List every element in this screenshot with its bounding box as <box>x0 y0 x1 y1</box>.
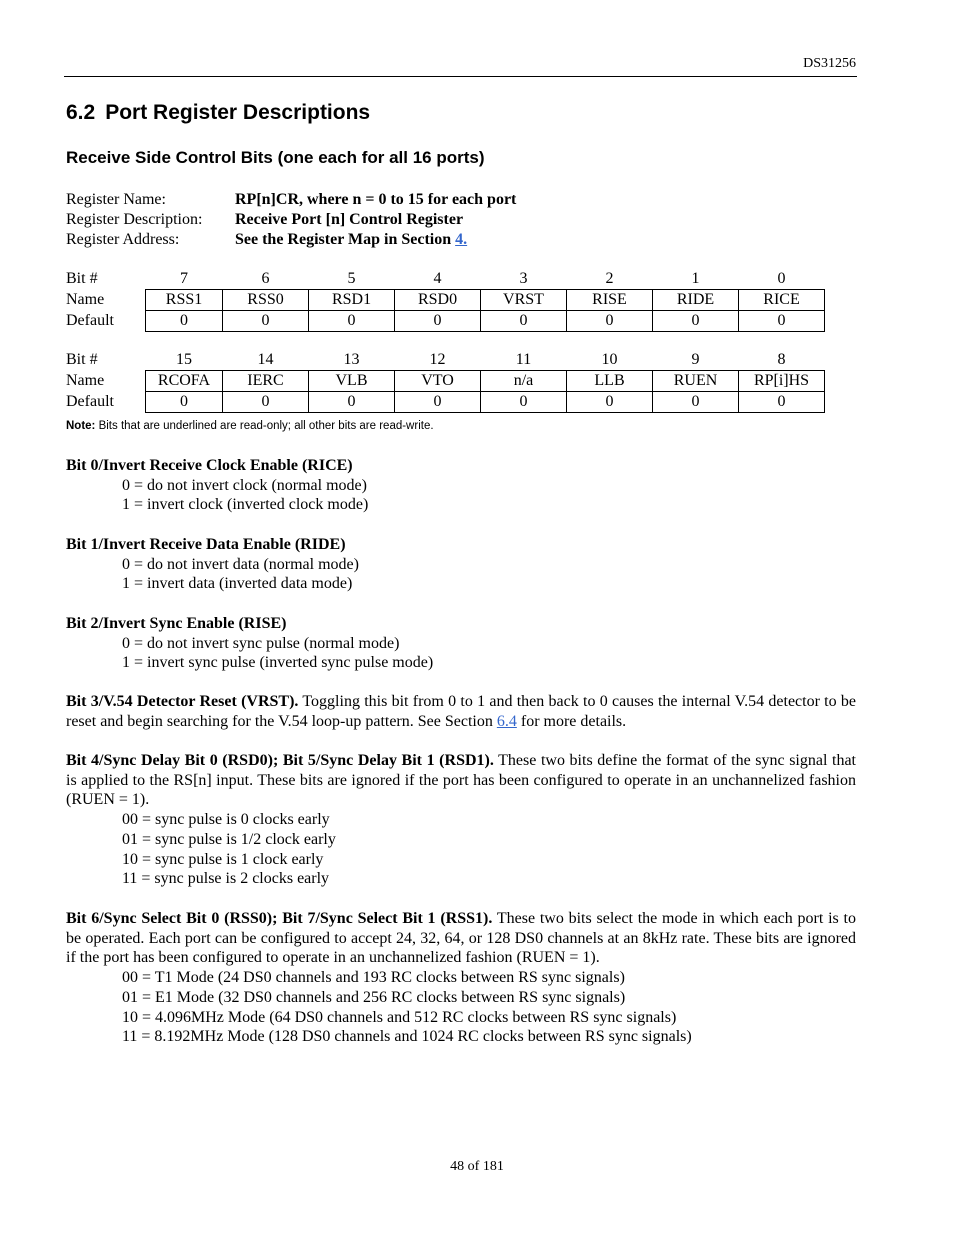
subsection-title: Receive Side Control Bits (one each for all 16 ports) <box>66 148 485 167</box>
document-id: DS31256 <box>803 56 856 71</box>
row-label-name: Name <box>66 372 105 389</box>
default-cell: 0 <box>395 392 481 413</box>
name-cell: RP[i]HS <box>739 371 825 392</box>
name-cell: RSS0 <box>223 290 309 311</box>
bit0-option-1: 1 = invert clock (inverted clock mode) <box>122 496 369 514</box>
bit-cell: 15 <box>176 351 192 368</box>
bit3-heading: Bit 3/V.54 Detector Reset (VRST). <box>66 693 299 710</box>
row-label-default: Default <box>66 312 114 329</box>
register-addr-text: See the Register Map in Section <box>235 231 456 248</box>
note-label: Note: <box>66 420 96 432</box>
bit3-description <box>66 692 856 731</box>
register-desc-label: Register Description: <box>66 211 203 228</box>
default-cell: 0 <box>653 392 739 413</box>
register-info <box>66 190 516 250</box>
bit45-option-10: 10 = sync pulse is 1 clock early <box>122 850 324 868</box>
default-cell: 0 <box>567 311 653 332</box>
name-cell: VRST <box>481 290 567 311</box>
default-cell: 0 <box>146 392 223 413</box>
header-divider <box>64 76 857 77</box>
bit-cell: 6 <box>261 270 270 287</box>
bit-number-row <box>66 350 825 371</box>
bit-cell: 5 <box>347 270 356 287</box>
bit-cell: 2 <box>605 270 614 287</box>
name-cell: n/a <box>481 371 567 392</box>
bit67-heading: Bit 6/Sync Select Bit 0 (RSS0); Bit 7/Sync Select Bit 1 (RSS1). <box>66 910 493 927</box>
bit3-text-after: for more details. <box>516 712 627 730</box>
default-row <box>66 311 825 332</box>
register-desc-row <box>66 210 516 230</box>
bit0-option-0: 0 = do not invert clock (normal mode) <box>122 476 367 494</box>
bit45-paragraph <box>66 751 856 810</box>
bit1-option-0: 0 = do not invert data (normal mode) <box>122 555 359 573</box>
default-row <box>66 392 825 413</box>
bit45-heading: Bit 4/Sync Delay Bit 0 (RSD0); Bit 5/Sync Delay Bit 1 (RSD1). <box>66 752 494 769</box>
default-cell: 0 <box>146 311 223 332</box>
name-cell: RICE <box>739 290 825 311</box>
bit-cell: 9 <box>691 351 700 368</box>
bit-cell: 4 <box>433 270 442 287</box>
default-cell: 0 <box>739 311 825 332</box>
bit-cell: 10 <box>601 351 618 368</box>
default-cell: 0 <box>223 311 309 332</box>
register-addr-label: Register Address: <box>66 231 180 248</box>
name-cell: RISE <box>567 290 653 311</box>
section-number: 6.2 <box>66 101 96 124</box>
name-cell: RSS1 <box>146 290 223 311</box>
bit-cell: 8 <box>777 351 786 368</box>
bit67-paragraph <box>66 909 856 968</box>
default-cell: 0 <box>481 311 567 332</box>
register-name-row <box>66 190 516 210</box>
register-addr-value <box>235 230 467 250</box>
bit-table-high <box>66 350 825 413</box>
name-cell: RSD0 <box>395 290 481 311</box>
bit2-option-1: 1 = invert sync pulse (inverted sync pulse mode) <box>122 654 434 672</box>
bit45-text: These two bits define the format of the sync signal that is applied to the RS[n] input. These bits are ignored if the port has been configured to operate in an unchannelized fashion (RUEN = 1). <box>66 752 857 809</box>
default-cell: 0 <box>309 392 395 413</box>
bit-cell: 13 <box>343 351 360 368</box>
name-cell: RUEN <box>653 371 739 392</box>
name-row <box>66 371 825 392</box>
default-cell: 0 <box>481 392 567 413</box>
register-name-label: Register Name: <box>66 191 166 208</box>
default-cell: 0 <box>567 392 653 413</box>
bit2-description <box>66 614 856 673</box>
section-6-4-link[interactable]: 6.4 <box>496 712 517 730</box>
name-cell: RIDE <box>653 290 739 311</box>
register-addr-row <box>66 230 516 250</box>
section-title-text: Port Register Descriptions <box>105 101 371 124</box>
bit2-heading: Bit 2/Invert Sync Enable (RISE) <box>66 615 287 632</box>
bit-cell: 0 <box>777 270 786 287</box>
note-text: Bits that are underlined are read-only; all other bits are read-write. <box>95 420 434 432</box>
row-label-bit: Bit # <box>66 351 98 369</box>
bit-cell: 14 <box>257 351 274 368</box>
bit-cell: 1 <box>691 270 700 287</box>
bit45-option-00: 00 = sync pulse is 0 clocks early <box>122 811 330 829</box>
bit-cell: 12 <box>429 351 446 368</box>
bit1-heading: Bit 1/Invert Receive Data Enable (RIDE) <box>66 536 346 553</box>
bit67-text: These two bits select the mode in which each port is to be operated. Each port can be configured to accept 24, 32, 64, or 128 DS0 channels at an 8kHz rate. These bits are ignored if the port has been configured to operate in an unchannelized fashion (RUEN = 1). <box>66 910 857 967</box>
row-label-default: Default <box>66 393 114 410</box>
name-cell: RSD1 <box>309 290 395 311</box>
bit-cell: 7 <box>180 270 188 287</box>
bit45-option-01: 01 = sync pulse is 1/2 clock early <box>122 830 336 848</box>
bit-cell: 11 <box>515 351 532 368</box>
bit2-option-0: 0 = do not invert sync pulse (normal mode) <box>122 634 400 652</box>
register-name-value: RP[n]CR, where n = 0 to 15 for each port <box>235 191 517 208</box>
bit3-text: Toggling this bit from 0 to 1 and then back to 0 causes the internal V.54 detector to be reset and begin searching for the V.54 loop-up pattern. See Section <box>66 693 856 730</box>
default-cell: 0 <box>309 311 395 332</box>
section-4-link[interactable]: 4. <box>455 231 468 248</box>
register-desc-value: Receive Port [n] Control Register <box>235 211 464 228</box>
bit0-description <box>66 456 856 515</box>
default-cell: 0 <box>739 392 825 413</box>
bit-number-row <box>66 269 825 290</box>
row-label-name: Name <box>66 291 105 308</box>
bit-cell: 3 <box>519 270 528 287</box>
default-cell: 0 <box>223 392 309 413</box>
bit-table-low <box>66 269 825 332</box>
default-cell: 0 <box>395 311 481 332</box>
bit67-option-01: 01 = E1 Mode (32 DS0 channels and 256 RC clocks between RS sync signals) <box>122 988 626 1006</box>
note <box>66 420 434 432</box>
bit67-option-11: 11 = 8.192MHz Mode (128 DS0 channels and 1024 RC clocks between RS sync signals) <box>122 1028 692 1046</box>
name-cell: LLB <box>567 371 653 392</box>
row-label-bit: Bit # <box>66 270 98 288</box>
section-title <box>66 101 370 125</box>
name-cell: IERC <box>223 371 309 392</box>
bit45-option-11: 11 = sync pulse is 2 clocks early <box>122 870 330 888</box>
name-cell: RCOFA <box>146 371 223 392</box>
bit67-description <box>66 909 856 1047</box>
bit1-option-1: 1 = invert data (inverted data mode) <box>122 575 353 593</box>
bit67-option-10: 10 = 4.096MHz Mode (64 DS0 channels and 512 RC clocks between RS sync signals) <box>122 1008 677 1026</box>
name-row <box>66 290 825 311</box>
bit67-option-00: 00 = T1 Mode (24 DS0 channels and 193 RC clocks between RS sync signals) <box>122 969 625 987</box>
name-cell: VLB <box>309 371 395 392</box>
page-number: 48 of 181 <box>450 1159 504 1174</box>
bit1-description <box>66 535 856 594</box>
bit0-heading: Bit 0/Invert Receive Clock Enable (RICE) <box>66 457 353 474</box>
default-cell: 0 <box>653 311 739 332</box>
name-cell: VTO <box>395 371 481 392</box>
bit45-description <box>66 751 856 889</box>
